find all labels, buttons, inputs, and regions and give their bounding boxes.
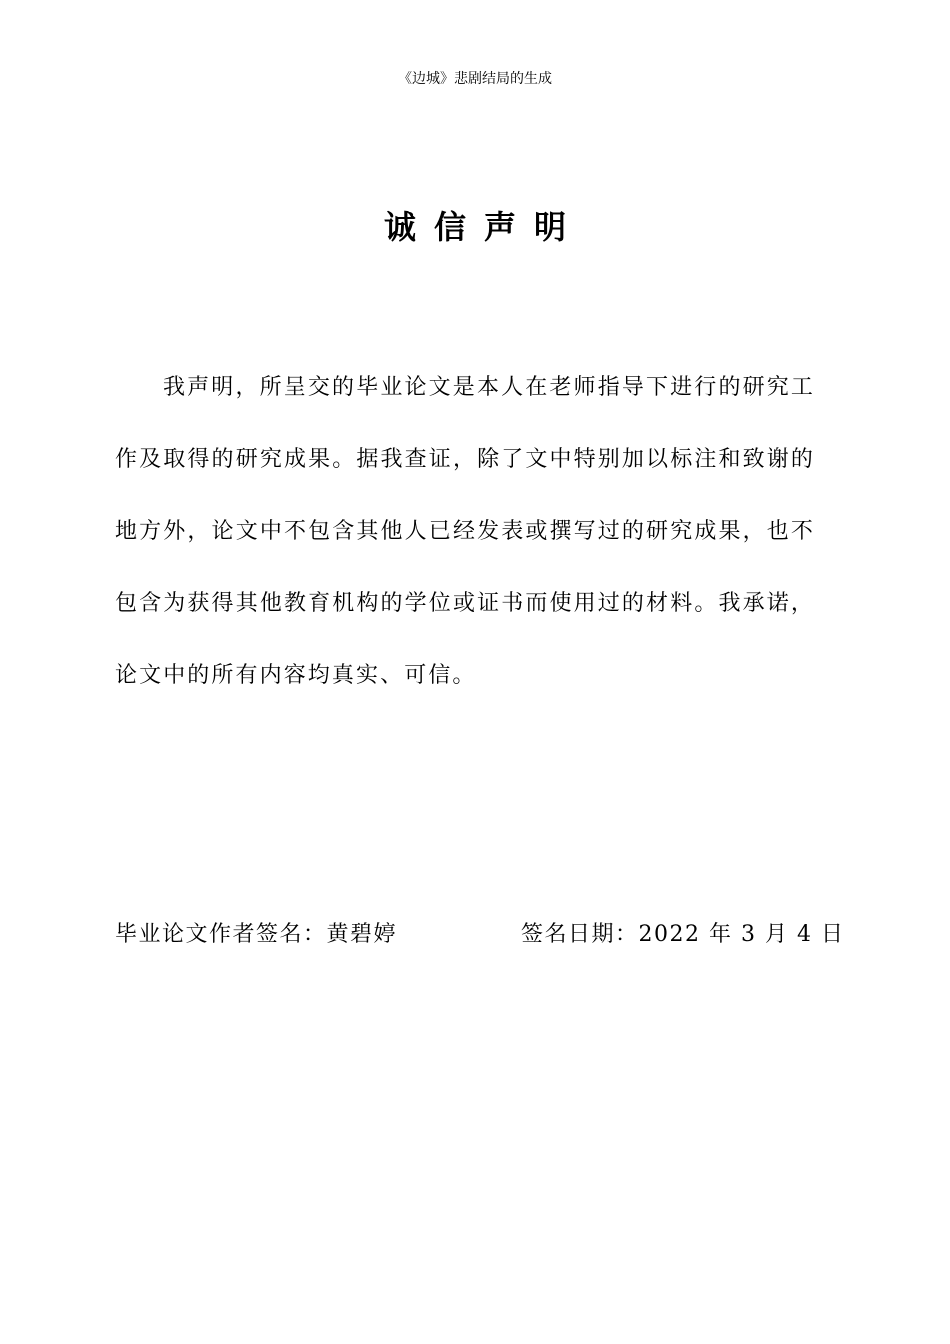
declaration-title: 诚信声明 xyxy=(383,208,584,246)
running-header: 《边城》悲剧结局的生成 xyxy=(398,71,552,87)
author-signature-label: 毕业论文作者签名： xyxy=(115,922,327,947)
author-signature xyxy=(115,915,397,955)
signature-date-label: 签名日期： xyxy=(521,922,639,947)
author-name: 黄碧婷 xyxy=(326,922,398,947)
signature-date xyxy=(521,915,844,955)
declaration-body: 我声明，所呈交的毕业论文是本人在老师指导下进行的研究工作及取得的研究成果。据我查证，除了文中特别加以标注和致谢的地方外，论文中不包含其他人已经发表或撰写过的研究成果，也不包含为获得其他教育机构的学位或证书而使用过的材料。我承诺，论文中的所有内容均真实、可信。 xyxy=(115,375,815,688)
signature-date-value: 2022 年 3 月 4 日 xyxy=(638,922,845,947)
signature-row xyxy=(115,915,845,955)
